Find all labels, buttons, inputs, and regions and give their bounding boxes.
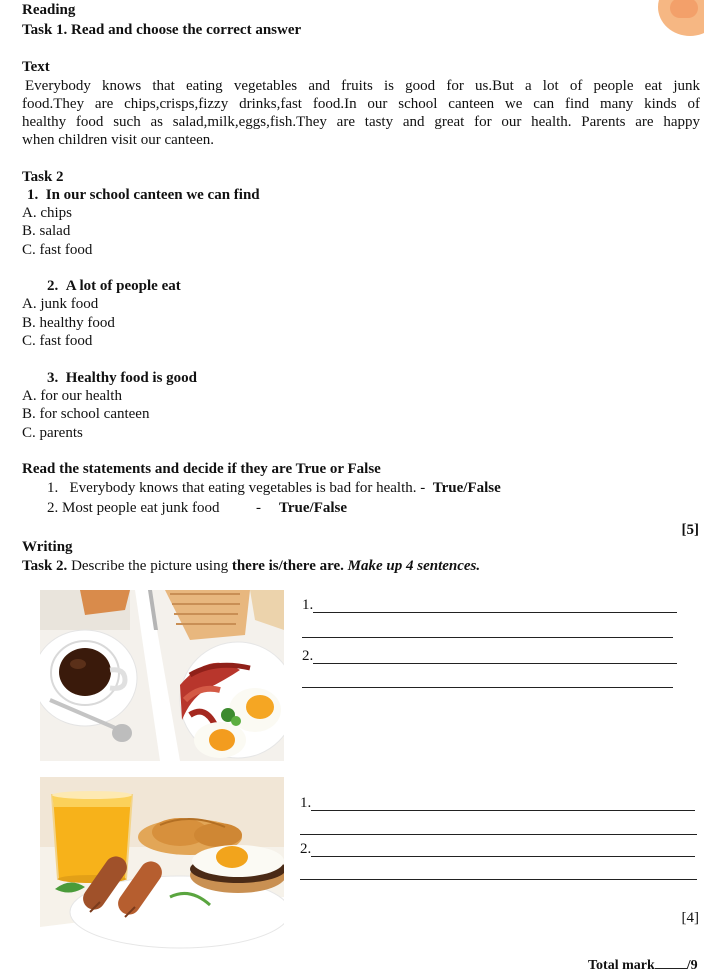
answer-line[interactable] bbox=[300, 879, 697, 880]
option-b: B. salad bbox=[22, 223, 71, 239]
question-number: 3. bbox=[47, 370, 59, 386]
answer-line[interactable] bbox=[313, 612, 677, 613]
writing-heading: Writing bbox=[22, 539, 73, 555]
option-c: C. fast food bbox=[22, 242, 93, 258]
statement-text: Everybody knows that eating vegetables is bad for health. - bbox=[69, 480, 426, 496]
question-number: 2. bbox=[47, 278, 59, 294]
option-a: A. chips bbox=[22, 205, 72, 221]
text-line: Everybody knows that eating vegetables and fruits is good for us.But a lot of people eat junk bbox=[25, 78, 700, 94]
answer-line[interactable] bbox=[302, 637, 673, 638]
question-number: 1. bbox=[27, 187, 39, 203]
total-mark-suffix: /9 bbox=[686, 958, 698, 973]
sentence-number: 2. bbox=[302, 648, 314, 664]
text-heading: Text bbox=[22, 59, 50, 75]
task-italic-text: Make up 4 sentences. bbox=[347, 558, 481, 574]
question-2 bbox=[47, 278, 181, 295]
question-text: In our school canteen we can find bbox=[45, 187, 260, 203]
answer-line[interactable] bbox=[302, 687, 673, 688]
true-false-answer: True/False bbox=[279, 500, 348, 516]
statement-1 bbox=[47, 480, 501, 497]
text-line: healthy food such as salad,milk,eggs,fish.They are tasty and great for our health. Parents are happy bbox=[22, 114, 700, 130]
option-b: B. for school canteen bbox=[22, 406, 150, 422]
task2-heading: Task 2 bbox=[22, 169, 64, 185]
sentence-number: 1. bbox=[302, 597, 314, 613]
question-text: A lot of people eat bbox=[65, 278, 181, 294]
statement-number: 2. bbox=[47, 500, 59, 516]
statement-text: Most people eat junk food bbox=[62, 500, 220, 516]
statement-number: 1. bbox=[47, 480, 59, 496]
text-line: food.They are chips,crisps,fizzy drinks,fast food.In our school canteen we can find many kinds of bbox=[22, 96, 700, 112]
task-label: Task 2. bbox=[22, 558, 68, 574]
question-3 bbox=[47, 370, 197, 387]
breakfast-illustration-1 bbox=[40, 590, 284, 761]
total-mark-blank[interactable] bbox=[655, 956, 687, 969]
option-c: C. fast food bbox=[22, 333, 93, 349]
total-mark-label: Total mark bbox=[588, 958, 655, 973]
answer-line[interactable] bbox=[313, 663, 677, 664]
option-c: C. parents bbox=[22, 425, 83, 441]
answer-line[interactable] bbox=[311, 810, 695, 811]
question-1 bbox=[27, 187, 260, 204]
total-mark bbox=[588, 956, 698, 974]
option-a: A. junk food bbox=[22, 296, 99, 312]
task-text: Describe the picture using bbox=[71, 558, 229, 574]
breakfast-picture-2 bbox=[40, 777, 284, 952]
statement-2 bbox=[47, 500, 219, 517]
task-bold-text: there is/there are. bbox=[231, 558, 344, 574]
statement-dash: - bbox=[256, 500, 261, 516]
task1-heading: Task 1. Read and choose the correct answer bbox=[22, 22, 302, 38]
writing-task bbox=[22, 558, 480, 575]
option-b: B. healthy food bbox=[22, 315, 115, 331]
reading-text bbox=[22, 77, 700, 149]
sentence-number: 1. bbox=[300, 795, 312, 811]
true-false-heading: Read the statements and decide if they are True or False bbox=[22, 461, 381, 477]
answer-line[interactable] bbox=[300, 834, 697, 835]
sentence-number: 2. bbox=[300, 841, 312, 857]
text-line: when children visit our canteen. bbox=[22, 132, 215, 148]
corner-decoration bbox=[658, 0, 704, 36]
question-text: Healthy food is good bbox=[65, 370, 198, 386]
section-heading-reading: Reading bbox=[22, 2, 76, 18]
breakfast-picture-1 bbox=[40, 590, 284, 761]
breakfast-illustration-2 bbox=[40, 777, 284, 952]
reading-mark: [5] bbox=[681, 522, 699, 538]
answer-line[interactable] bbox=[311, 856, 695, 857]
true-false-answer: True/False bbox=[432, 480, 501, 496]
option-a: A. for our health bbox=[22, 388, 122, 404]
writing-mark: [4] bbox=[681, 910, 699, 926]
